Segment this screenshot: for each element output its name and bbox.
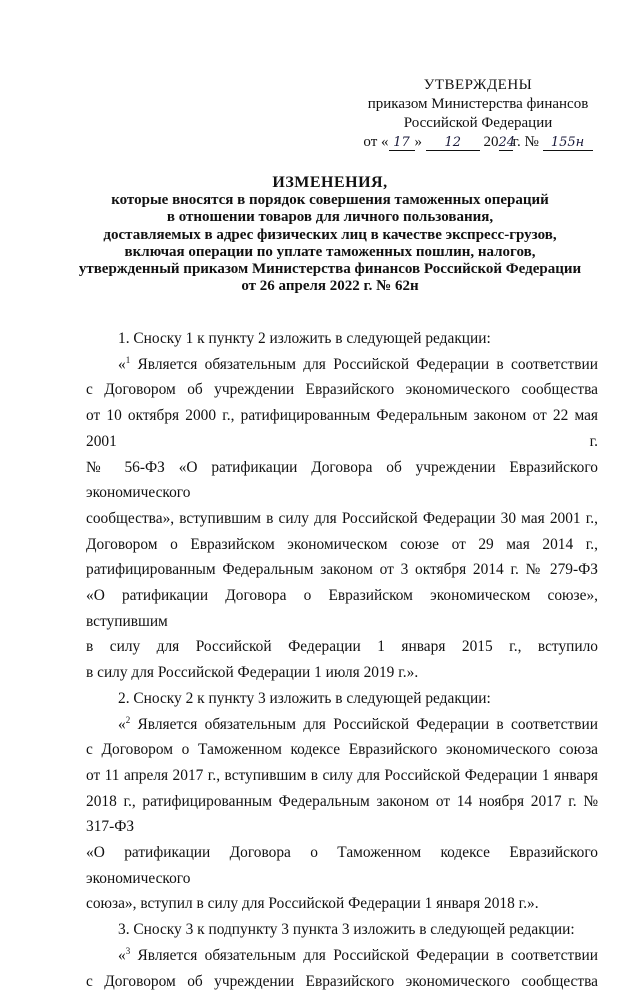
item-1-text-line: с Договором об учреждении Евразийского экономического сообщества	[86, 381, 598, 399]
heading-line-6: утвержденный приказом Министерства финансов Российской Федерации	[78, 261, 582, 278]
handwritten-number: 155н	[543, 135, 593, 151]
date-close-quote: »	[414, 134, 423, 150]
item-2-text-line: с Договором о Таможенном кодексе Евразийского экономического союза	[86, 741, 598, 759]
date-prefix: от «	[363, 134, 389, 150]
date-year-prefix: 20	[483, 134, 499, 150]
item-2-text-line: 2018 г., ратифицированным Федеральным законом от 14 ноября 2017 г. № 317-ФЗ	[86, 792, 598, 836]
item-2-text-line: «О ратификации Договора о Таможенном кодексе Евразийского экономического	[86, 844, 598, 887]
item-1-text-line: ратифицированным Федеральным законом от 3 октября 2014 г. № 279-ФЗ	[86, 561, 598, 579]
item-1-text-line: сообщества», вступившим в силу для Российской Федерации 30 мая 2001 г.,	[86, 509, 598, 527]
item-2-text-line: от 11 апреля 2017 г., вступившим в силу для Российской Федерации 1 января	[86, 766, 598, 784]
item-2-line: Является обязательным для Российской Федерации в соответствии	[137, 715, 598, 733]
quote-open: «	[118, 355, 126, 373]
approval-stamp	[360, 76, 596, 152]
item-1-line: Является обязательным для Российской Федерации в соответствии	[137, 355, 598, 373]
item-1-text-line: «О ратификации Договора о Евразийском экономическом союзе», вступившим	[86, 587, 598, 630]
footnote-mark: 1	[125, 354, 131, 365]
heading-title: ИЗМЕНЕНИЯ,	[272, 174, 388, 191]
footnote-mark: 2	[125, 714, 131, 725]
heading-line-2: которые вносятся в порядок совершения таможенных операций	[111, 192, 549, 209]
item-3-text-line: с Договором об учреждении Евразийского экономического сообщества	[86, 972, 598, 990]
handwritten-year: 24	[498, 135, 516, 150]
item-3-title: 3. Сноску 3 к подпункту 3 пункта 3 изложить в следующей редакции:	[118, 921, 575, 939]
item-2-title: 2. Сноску 2 к пункту 3 изложить в следующей редакции:	[118, 689, 491, 707]
date-number-prefix: г. №	[512, 134, 539, 150]
quote-open: «	[118, 715, 126, 733]
item-1-text-line: в силу для Российской Федерации 1 января 2015 г., вступило	[86, 638, 598, 656]
item-2-text-line	[86, 712, 598, 738]
approval-date-line	[360, 133, 596, 152]
document-body	[86, 326, 598, 994]
document-heading	[70, 174, 590, 295]
heading-line-3: в отношении товаров для личного пользования,	[166, 209, 494, 226]
approval-line-2: Российской Федерации	[403, 115, 553, 131]
item-1-text-line: № 56-ФЗ «О ратификации Договора об учреждении Евразийского экономического	[86, 458, 598, 502]
item-3-text-line	[86, 943, 598, 969]
approval-line-1: приказом Министерства финансов	[367, 96, 589, 112]
item-1-title: 1. Сноску 1 к пункту 2 изложить в следующей редакции:	[118, 330, 491, 347]
item-2-text-line: союза», вступил в силу для Российской Федерации 1 января 2018 г.».	[86, 895, 539, 913]
handwritten-month: 12	[426, 135, 480, 151]
item-1-text-line: от 10 октября 2000 г., ратифицированным Федеральным законом от 22 мая 2001 г.	[86, 407, 598, 450]
heading-line-4: доставляемых в адрес физических лиц в качестве экспресс-грузов,	[103, 226, 557, 243]
item-1-text-line	[86, 352, 598, 378]
heading-line-5: включая операции по уплате таможенных пошлин, налогов,	[124, 243, 536, 260]
item-1-text-line: Договором о Евразийском экономическом союзе от 29 мая 2014 г.,	[86, 535, 598, 553]
heading-line-7: от 26 апреля 2022 г. № 62н	[241, 278, 419, 295]
item-3-line: Является обязательным для Российской Федерации в соответствии	[137, 946, 598, 964]
footnote-mark: 3	[125, 945, 131, 956]
handwritten-day: 17	[389, 135, 415, 151]
quote-open: «	[118, 946, 126, 964]
item-1-text-line: в силу для Российской Федерации 1 июля 2019 г.».	[86, 664, 419, 682]
approval-title: УТВЕРЖДЕНЫ	[423, 77, 533, 93]
